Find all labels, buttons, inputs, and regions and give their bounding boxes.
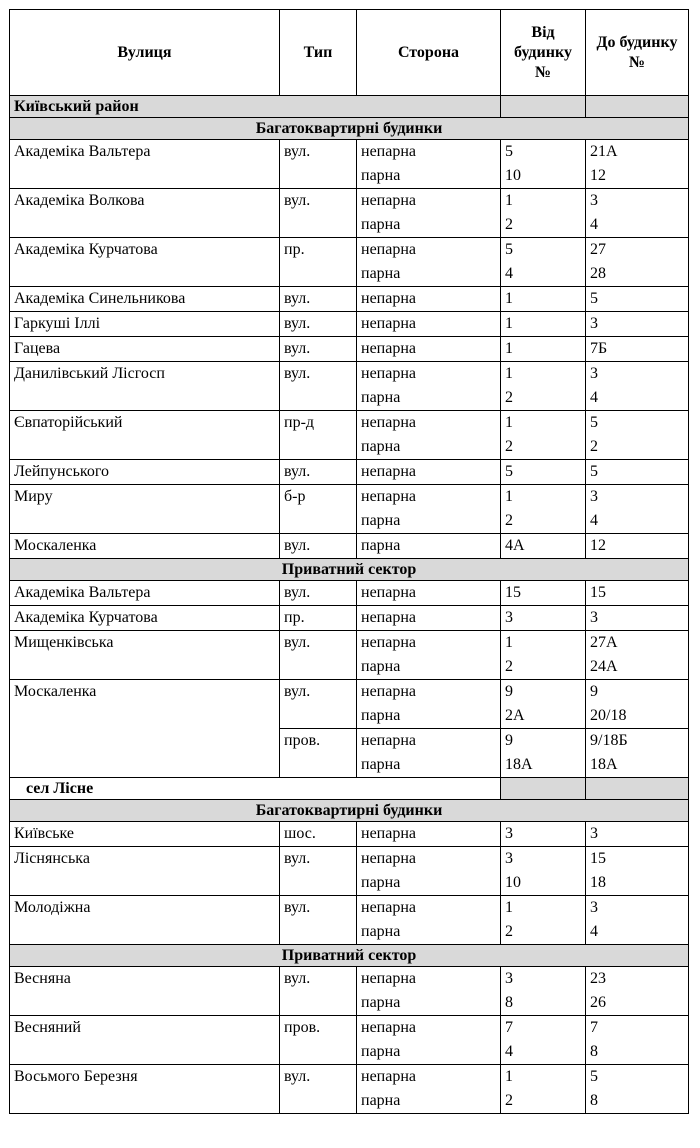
street-name: Лейпунського xyxy=(10,460,280,485)
street-name: Академіка Волкова xyxy=(10,189,280,238)
side-value: непарна xyxy=(361,340,416,357)
side-value: парна xyxy=(361,389,401,406)
side-value: непарна xyxy=(361,365,416,382)
side-value: непарна xyxy=(361,414,416,431)
from-value: 5 xyxy=(505,143,513,160)
district-empty-cell xyxy=(501,96,586,118)
street-type: б-р xyxy=(280,485,357,534)
side-cell xyxy=(357,847,501,896)
street-name: Гаркуші Іллі xyxy=(10,312,280,337)
to-cell xyxy=(586,485,689,534)
from-cell xyxy=(501,534,586,559)
side-value: непарна xyxy=(361,634,416,651)
side-value: парна xyxy=(361,1043,401,1060)
table-row xyxy=(10,362,689,411)
district-row xyxy=(10,96,689,118)
to-value: 26 xyxy=(590,994,606,1011)
side-value: парна xyxy=(361,265,401,282)
table-row xyxy=(10,631,689,680)
side-value: непарна xyxy=(361,463,416,480)
from-value: 2 xyxy=(505,216,513,233)
to-value: 3 xyxy=(590,609,598,626)
from-value: 1 xyxy=(505,488,513,505)
table-row xyxy=(10,822,689,847)
from-value: 1 xyxy=(505,315,513,332)
from-value: 1 xyxy=(505,1068,513,1085)
street-type: пр-д xyxy=(280,411,357,460)
from-cell xyxy=(501,606,586,631)
side-value: парна xyxy=(361,167,401,184)
from-cell xyxy=(501,238,586,287)
to-value: 27 xyxy=(590,241,606,258)
street-type: вул. xyxy=(280,312,357,337)
from-value: 8 xyxy=(505,994,513,1011)
side-cell xyxy=(357,485,501,534)
street-table xyxy=(9,9,689,1114)
side-cell xyxy=(357,896,501,945)
from-cell xyxy=(501,140,586,189)
to-value: 27А xyxy=(590,634,618,651)
table-row xyxy=(10,534,689,559)
group-label: Багатоквартирні будинки xyxy=(10,800,689,822)
from-cell xyxy=(501,362,586,411)
table-row xyxy=(10,485,689,534)
from-cell xyxy=(501,287,586,312)
street-type: вул. xyxy=(280,460,357,485)
from-cell xyxy=(501,337,586,362)
street-name: Москаленка xyxy=(10,680,280,778)
to-cell xyxy=(586,238,689,287)
group-row xyxy=(10,945,689,967)
from-value: 4 xyxy=(505,1043,513,1060)
to-value: 2 xyxy=(590,438,598,455)
side-value: непарна xyxy=(361,683,416,700)
table-row xyxy=(10,337,689,362)
district-row xyxy=(10,778,689,800)
from-cell xyxy=(501,485,586,534)
from-cell xyxy=(501,680,586,729)
side-value: парна xyxy=(361,707,401,724)
to-value: 5 xyxy=(590,1068,598,1085)
side-cell xyxy=(357,287,501,312)
side-value: непарна xyxy=(361,970,416,987)
street-name: Миру xyxy=(10,485,280,534)
street-name: Гацева xyxy=(10,337,280,362)
side-cell xyxy=(357,729,501,778)
side-value: парна xyxy=(361,874,401,891)
from-cell xyxy=(501,967,586,1016)
side-value: непарна xyxy=(361,1019,416,1036)
street-type: вул. xyxy=(280,534,357,559)
to-value: 3 xyxy=(590,365,598,382)
side-cell xyxy=(357,581,501,606)
to-value: 4 xyxy=(590,216,598,233)
table-row xyxy=(10,581,689,606)
from-value: 1 xyxy=(505,290,513,307)
street-type: вул. xyxy=(280,967,357,1016)
to-value: 21А xyxy=(590,143,618,160)
table-row xyxy=(10,680,689,729)
side-cell xyxy=(357,1065,501,1114)
street-name: Академіка Вальтера xyxy=(10,581,280,606)
from-value: 15 xyxy=(505,584,521,601)
side-cell xyxy=(357,362,501,411)
from-value: 5 xyxy=(505,241,513,258)
to-value: 15 xyxy=(590,850,606,867)
street-name: Москаленка xyxy=(10,534,280,559)
side-value: парна xyxy=(361,1092,401,1109)
street-type: вул. xyxy=(280,140,357,189)
from-cell xyxy=(501,460,586,485)
street-name: Євпаторійський xyxy=(10,411,280,460)
district-empty-cell xyxy=(586,96,689,118)
to-value: 3 xyxy=(590,825,598,842)
to-value: 9/18Б xyxy=(590,732,628,749)
header-street: Вулиця xyxy=(10,10,280,96)
from-cell xyxy=(501,1065,586,1114)
from-cell xyxy=(501,631,586,680)
district-empty-cell xyxy=(586,778,689,800)
table-row xyxy=(10,847,689,896)
from-value: 1 xyxy=(505,192,513,209)
to-value: 20/18 xyxy=(590,707,627,724)
to-value: 4 xyxy=(590,389,598,406)
from-value: 4 xyxy=(505,265,513,282)
side-value: непарна xyxy=(361,732,416,749)
side-cell xyxy=(357,631,501,680)
from-value: 2 xyxy=(505,438,513,455)
to-cell xyxy=(586,337,689,362)
side-value: парна xyxy=(361,923,401,940)
to-cell xyxy=(586,680,689,729)
to-value: 3 xyxy=(590,192,598,209)
street-type: вул. xyxy=(280,287,357,312)
from-value: 1 xyxy=(505,340,513,357)
side-cell xyxy=(357,140,501,189)
from-value: 4А xyxy=(505,537,525,554)
street-name: Академіка Курчатова xyxy=(10,606,280,631)
side-cell xyxy=(357,312,501,337)
from-value: 3 xyxy=(505,825,513,842)
from-value: 2А xyxy=(505,707,525,724)
street-name: Академіка Вальтера xyxy=(10,140,280,189)
to-cell xyxy=(586,534,689,559)
from-value: 10 xyxy=(505,874,521,891)
to-value: 4 xyxy=(590,923,598,940)
from-value: 2 xyxy=(505,389,513,406)
group-label: Приватний сектор xyxy=(10,559,689,581)
side-cell xyxy=(357,238,501,287)
side-value: непарна xyxy=(361,315,416,332)
to-value: 3 xyxy=(590,488,598,505)
street-name: Восьмого Березня xyxy=(10,1065,280,1114)
side-value: непарна xyxy=(361,488,416,505)
side-cell xyxy=(357,822,501,847)
side-cell xyxy=(357,606,501,631)
table-row xyxy=(10,967,689,1016)
to-value: 8 xyxy=(590,1043,598,1060)
side-value: непарна xyxy=(361,143,416,160)
to-value: 18 xyxy=(590,874,606,891)
from-value: 5 xyxy=(505,463,513,480)
to-value: 28 xyxy=(590,265,606,282)
to-value: 23 xyxy=(590,970,606,987)
street-type: пр. xyxy=(280,606,357,631)
from-value: 9 xyxy=(505,732,513,749)
to-cell xyxy=(586,581,689,606)
to-cell xyxy=(586,631,689,680)
street-type: вул. xyxy=(280,631,357,680)
street-name: Академіка Курчатова xyxy=(10,238,280,287)
from-value: 1 xyxy=(505,634,513,651)
side-value: парна xyxy=(361,658,401,675)
to-value: 12 xyxy=(590,167,606,184)
from-cell xyxy=(501,312,586,337)
from-cell xyxy=(501,822,586,847)
street-name: Академіка Синельникова xyxy=(10,287,280,312)
to-value: 7 xyxy=(590,1019,598,1036)
from-value: 3 xyxy=(505,609,513,626)
district-label: сел Лісне xyxy=(10,778,501,800)
header-row xyxy=(10,10,689,96)
from-value: 1 xyxy=(505,365,513,382)
group-row xyxy=(10,559,689,581)
to-value: 3 xyxy=(590,899,598,916)
district-empty-cell xyxy=(501,778,586,800)
from-value: 2 xyxy=(505,658,513,675)
from-value: 10 xyxy=(505,167,521,184)
to-cell xyxy=(586,896,689,945)
from-value: 3 xyxy=(505,970,513,987)
to-value: 24А xyxy=(590,658,618,675)
to-value: 18А xyxy=(590,756,618,773)
table-row xyxy=(10,1065,689,1114)
to-cell xyxy=(586,140,689,189)
table-row xyxy=(10,287,689,312)
side-cell xyxy=(357,680,501,729)
side-value: парна xyxy=(361,994,401,1011)
from-cell xyxy=(501,847,586,896)
street-type: вул. xyxy=(280,337,357,362)
to-value: 7Б xyxy=(590,340,608,357)
to-cell xyxy=(586,460,689,485)
from-cell xyxy=(501,896,586,945)
from-value: 7 xyxy=(505,1019,513,1036)
side-value: парна xyxy=(361,216,401,233)
from-cell xyxy=(501,411,586,460)
to-value: 15 xyxy=(590,584,606,601)
to-cell xyxy=(586,362,689,411)
from-value: 3 xyxy=(505,850,513,867)
street-type: вул. xyxy=(280,362,357,411)
side-value: непарна xyxy=(361,609,416,626)
street-type: вул. xyxy=(280,847,357,896)
table-row xyxy=(10,189,689,238)
street-name: Весняний xyxy=(10,1016,280,1065)
table-row xyxy=(10,460,689,485)
table-row xyxy=(10,606,689,631)
table-row xyxy=(10,1016,689,1065)
street-name: Мищенківська xyxy=(10,631,280,680)
street-name: Молодіжна xyxy=(10,896,280,945)
to-cell xyxy=(586,189,689,238)
street-type: пр. xyxy=(280,238,357,287)
street-type: вул. xyxy=(280,896,357,945)
street-type: пров. xyxy=(280,1016,357,1065)
side-cell xyxy=(357,1016,501,1065)
to-value: 4 xyxy=(590,512,598,529)
side-value: непарна xyxy=(361,850,416,867)
from-value: 1 xyxy=(505,899,513,916)
side-value: парна xyxy=(361,756,401,773)
street-type: шос. xyxy=(280,822,357,847)
from-cell xyxy=(501,189,586,238)
street-name: Київське xyxy=(10,822,280,847)
to-cell xyxy=(586,729,689,778)
to-cell xyxy=(586,1016,689,1065)
from-value: 1 xyxy=(505,414,513,431)
side-value: парна xyxy=(361,537,401,554)
street-type: вул. xyxy=(280,189,357,238)
header-to: До будинку № xyxy=(586,10,689,96)
to-value: 3 xyxy=(590,315,598,332)
from-cell xyxy=(501,581,586,606)
side-value: непарна xyxy=(361,290,416,307)
group-row xyxy=(10,800,689,822)
side-value: непарна xyxy=(361,1068,416,1085)
side-value: парна xyxy=(361,438,401,455)
to-cell xyxy=(586,606,689,631)
side-value: непарна xyxy=(361,584,416,601)
to-cell xyxy=(586,287,689,312)
street-type: вул. xyxy=(280,680,357,729)
to-value: 8 xyxy=(590,1092,598,1109)
from-value: 2 xyxy=(505,1092,513,1109)
to-cell xyxy=(586,822,689,847)
side-cell xyxy=(357,411,501,460)
group-label: Приватний сектор xyxy=(10,945,689,967)
street-type: пров. xyxy=(280,729,357,778)
group-row xyxy=(10,118,689,140)
to-value: 12 xyxy=(590,537,606,554)
district-label: Київський район xyxy=(10,96,501,118)
header-side: Сторона xyxy=(357,10,501,96)
group-label: Багатоквартирні будинки xyxy=(10,118,689,140)
to-value: 5 xyxy=(590,290,598,307)
street-name: Данилівський Лісгосп xyxy=(10,362,280,411)
side-value: непарна xyxy=(361,899,416,916)
from-value: 2 xyxy=(505,923,513,940)
from-value: 2 xyxy=(505,512,513,529)
to-value: 9 xyxy=(590,683,598,700)
street-name: Весняна xyxy=(10,967,280,1016)
header-from: Від будинку № xyxy=(501,10,586,96)
table-row xyxy=(10,411,689,460)
to-cell xyxy=(586,411,689,460)
to-cell xyxy=(586,847,689,896)
to-value: 5 xyxy=(590,414,598,431)
to-cell xyxy=(586,1065,689,1114)
side-cell xyxy=(357,337,501,362)
street-type: вул. xyxy=(280,581,357,606)
side-value: непарна xyxy=(361,825,416,842)
side-cell xyxy=(357,189,501,238)
table-row xyxy=(10,238,689,287)
side-cell xyxy=(357,967,501,1016)
from-value: 9 xyxy=(505,683,513,700)
table-row xyxy=(10,896,689,945)
header-type: Тип xyxy=(280,10,357,96)
side-cell xyxy=(357,534,501,559)
street-name: Ліснянська xyxy=(10,847,280,896)
to-cell xyxy=(586,312,689,337)
side-value: парна xyxy=(361,512,401,529)
table-row xyxy=(10,312,689,337)
from-cell xyxy=(501,1016,586,1065)
side-value: непарна xyxy=(361,192,416,209)
side-value: непарна xyxy=(361,241,416,258)
side-cell xyxy=(357,460,501,485)
table-body xyxy=(10,96,689,1114)
to-value: 5 xyxy=(590,463,598,480)
from-cell xyxy=(501,729,586,778)
to-cell xyxy=(586,967,689,1016)
street-type: вул. xyxy=(280,1065,357,1114)
from-value: 18А xyxy=(505,756,533,773)
table-row xyxy=(10,140,689,189)
